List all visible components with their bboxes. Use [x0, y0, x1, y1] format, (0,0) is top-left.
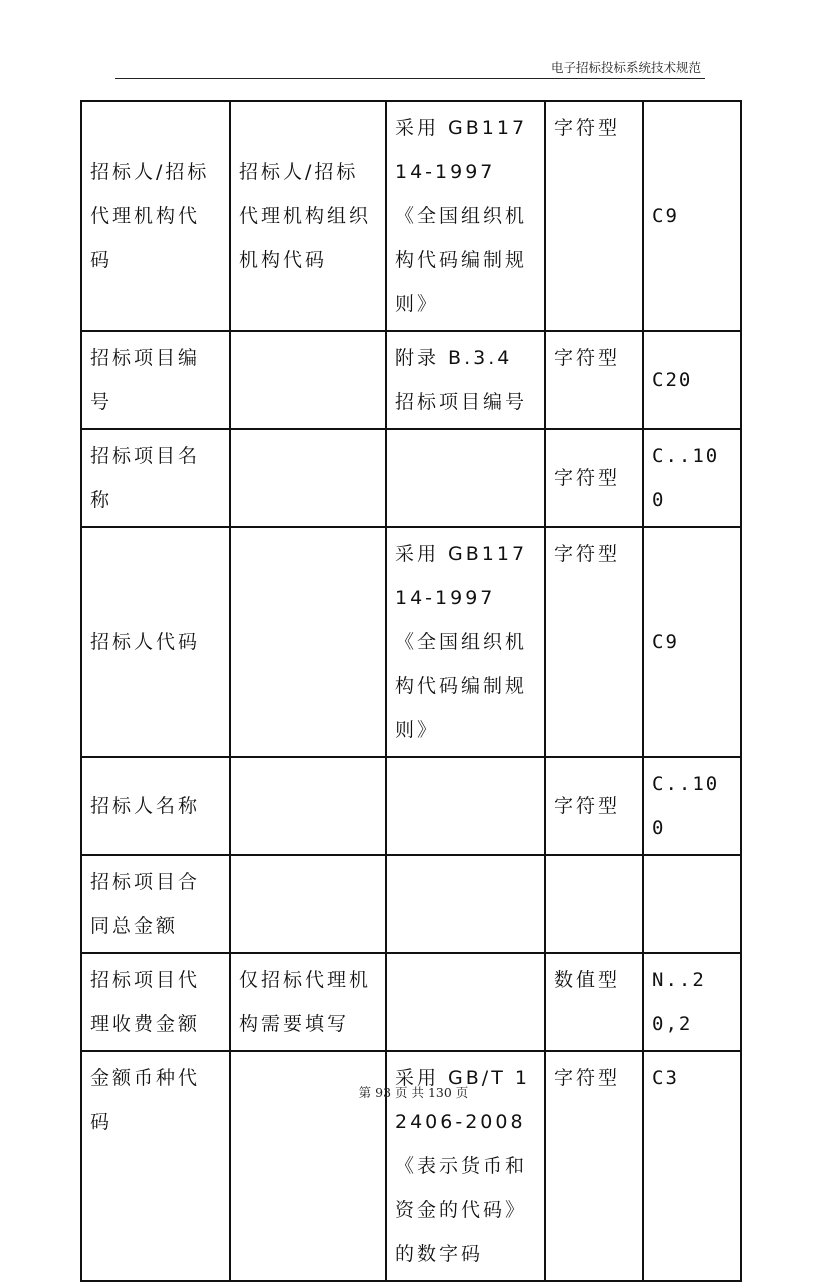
table-row [81, 429, 741, 527]
element-name-cell: 招标项目代理收费金额 [81, 953, 230, 1051]
element-reference-cell [386, 953, 545, 1051]
element-description-cell [230, 757, 386, 855]
element-name-cell: 金额币种代码 [81, 1051, 230, 1281]
element-type-cell: 数值型 [545, 953, 643, 1051]
element-format-cell: C9 [643, 527, 741, 757]
page-header [115, 58, 705, 79]
table-row [81, 855, 741, 953]
element-reference-cell: 附录 B.3.4 招标项目编号 [386, 331, 545, 429]
element-name-cell: 招标人代码 [81, 527, 230, 757]
element-description-cell [230, 429, 386, 527]
element-description-cell [230, 527, 386, 757]
element-type-cell: 字符型 [545, 331, 643, 429]
table-row [81, 527, 741, 757]
element-type-cell: 字符型 [545, 429, 643, 527]
element-description-cell [230, 331, 386, 429]
element-name-cell: 招标项目编号 [81, 331, 230, 429]
element-format-cell [643, 855, 741, 953]
element-format-cell: C..100 [643, 757, 741, 855]
element-type-cell: 字符型 [545, 527, 643, 757]
element-reference-cell: 采用 GB11714-1997《全国组织机构代码编制规则》 [386, 101, 545, 331]
element-name-cell: 招标项目合同总金额 [81, 855, 230, 953]
element-type-cell: 字符型 [545, 757, 643, 855]
element-description-cell: 仅招标代理机构需要填写 [230, 953, 386, 1051]
data-element-table [80, 100, 742, 1282]
element-description-cell: 招标人/招标代理机构组织机构代码 [230, 101, 386, 331]
element-name-cell: 招标人名称 [81, 757, 230, 855]
header-title: 电子招标投标系统技术规范 [550, 60, 701, 75]
element-reference-cell: 采用 GB11714-1997《全国组织机构代码编制规则》 [386, 527, 545, 757]
element-reference-cell [386, 757, 545, 855]
page-footer [0, 1083, 827, 1101]
table-row [81, 757, 741, 855]
element-reference-cell: 采用 GB/T 12406-2008《表示货币和资金的代码》的数字码 [386, 1051, 545, 1281]
element-format-cell: C20 [643, 331, 741, 429]
element-format-cell: C..100 [643, 429, 741, 527]
element-type-cell: 字符型 [545, 1051, 643, 1281]
element-name-cell: 招标项目名称 [81, 429, 230, 527]
element-type-cell [545, 855, 643, 953]
element-format-cell: C3 [643, 1051, 741, 1281]
element-format-cell: C9 [643, 101, 741, 331]
table-row [81, 953, 741, 1051]
element-type-cell: 字符型 [545, 101, 643, 331]
page-number: 第 93 页 共 130 页 [358, 1085, 469, 1100]
element-reference-cell [386, 855, 545, 953]
element-description-cell [230, 855, 386, 953]
table-row [81, 331, 741, 429]
element-reference-cell [386, 429, 545, 527]
table-row [81, 101, 741, 331]
element-name-cell: 招标人/招标代理机构代码 [81, 101, 230, 331]
element-format-cell: N..20,2 [643, 953, 741, 1051]
